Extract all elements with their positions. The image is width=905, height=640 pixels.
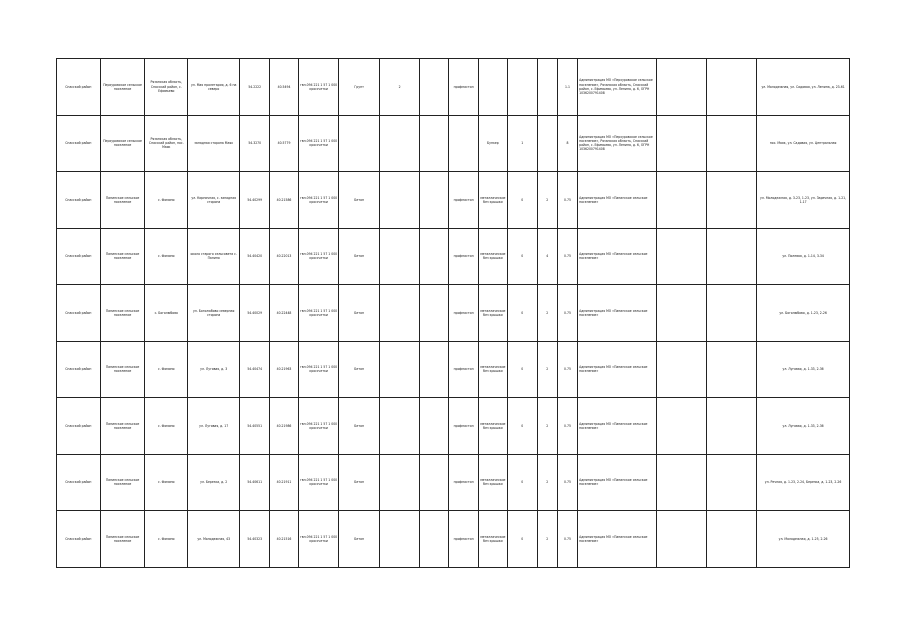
table-cell: 0.75: [557, 511, 577, 568]
registry-table: [56, 58, 850, 568]
table-cell: [656, 285, 706, 342]
table-cell: западная сторона Маяк: [188, 115, 240, 172]
table-row: [57, 511, 850, 568]
table-cell: профнастил: [449, 172, 479, 229]
table-cell: Администрация МО «Перхуровское сельское поселение», Рязанская область, Спасский район, с. Ефимьево, ул. Ленина, д. 6, ОГРН 1036200791408: [578, 115, 657, 172]
table-cell: 2: [537, 454, 557, 511]
table-cell: с. Фомино: [145, 398, 188, 455]
table-cell: [656, 115, 706, 172]
table-cell: металлические без крышки: [479, 398, 508, 455]
table-cell: с. Фомино: [145, 228, 188, 285]
table-cell: [420, 454, 449, 511]
table-cell: ул. Луговая, д. 1-33, 2-36: [757, 398, 850, 455]
table-cell: металлические без крышки: [479, 172, 508, 229]
table-cell: [479, 59, 508, 116]
table-cell: гвн.094 221 1 57 1 000 кроссчетки: [298, 59, 339, 116]
table-row: [57, 172, 850, 229]
table-cell: Бетон: [339, 228, 380, 285]
table-cell: 0.75: [557, 454, 577, 511]
table-cell: ул. Молодежная, 43: [188, 511, 240, 568]
table-cell: [707, 398, 757, 455]
table-row: [57, 398, 850, 455]
table-cell: 0: [507, 285, 537, 342]
table-cell: с. Фомино: [145, 511, 188, 568]
table-cell: ул. Боголюбово северная сторона: [188, 285, 240, 342]
table-cell: 0.75: [557, 341, 577, 398]
table-cell: Грунт: [339, 59, 380, 116]
table-cell: [379, 511, 420, 568]
table-cell: Рязанская область, Спасский район, с. Ефимьево: [145, 59, 188, 116]
table-cell: 2: [537, 398, 557, 455]
table-cell: [420, 285, 449, 342]
table-cell: профнастил: [449, 454, 479, 511]
table-cell: [707, 172, 757, 229]
table-cell: [707, 59, 757, 116]
table-cell: 4: [537, 228, 557, 285]
table-cell: 40.22013: [270, 228, 299, 285]
table-cell: 0: [507, 172, 537, 229]
table-cell: Панинское сельское поселение: [100, 511, 145, 568]
table-cell: около старого сельсовета с. Панино: [188, 228, 240, 285]
table-cell: Бетон: [339, 454, 380, 511]
table-cell: Спасский район: [57, 59, 101, 116]
table-cell: [420, 115, 449, 172]
table-cell: [420, 341, 449, 398]
table-cell: 2: [537, 341, 557, 398]
table-cell: гвн.094 221 1 57 1 000 кроссчетки: [298, 115, 339, 172]
table-cell: металлические без крышки: [479, 454, 508, 511]
table-cell: 54.2222: [240, 59, 270, 116]
table-cell: ул. Боголюбово, д. 1-23, 2-26: [757, 285, 850, 342]
table-cell: Администрация МО «Панинское сельское поселение»: [578, 285, 657, 342]
table-cell: 0: [507, 398, 537, 455]
table-cell: гвн.094 221 1 57 1 000 кроссчетки: [298, 398, 339, 455]
table-cell: ул. Луговая, д. 3: [188, 341, 240, 398]
table-cell: [379, 115, 420, 172]
table-cell: 54.40323: [240, 511, 270, 568]
table-cell: Администрация МО «Панинское сельское поселение»: [578, 454, 657, 511]
table-cell: 0.75: [557, 172, 577, 229]
table-cell: 1: [507, 115, 537, 172]
table-cell: Администрация МО «Панинское сельское поселение»: [578, 172, 657, 229]
table-cell: [537, 59, 557, 116]
table-cell: 54.3270: [240, 115, 270, 172]
table-cell: 40.21986: [270, 398, 299, 455]
table-cell: Панинское сельское поселение: [100, 454, 145, 511]
table-cell: пос. Маяк, ул. Садовая, ул. Центральная: [757, 115, 850, 172]
table-cell: [656, 511, 706, 568]
table-cell: Спасский район: [57, 341, 101, 398]
table-cell: металлические без крышки: [479, 341, 508, 398]
table-row: [57, 115, 850, 172]
table-row: [57, 454, 850, 511]
table-cell: [656, 454, 706, 511]
table-cell: 0.75: [557, 398, 577, 455]
table-cell: Спасский район: [57, 454, 101, 511]
table-cell: [656, 59, 706, 116]
table-cell: 54.40551: [240, 398, 270, 455]
table-cell: ул. Речная, д. 1-23, 2-24, Березка, д. 1-23, 2-26: [757, 454, 850, 511]
table-cell: 40.21516: [270, 511, 299, 568]
table-cell: профнастил: [449, 398, 479, 455]
table-cell: профнастил: [449, 285, 479, 342]
table-cell: ул. Мая пролетария, д. 6 на северо: [188, 59, 240, 116]
table-body: [57, 59, 850, 568]
table-cell: 1.1: [557, 59, 577, 116]
table-cell: с. Фомино: [145, 454, 188, 511]
table-cell: Бетон: [339, 511, 380, 568]
table-cell: [507, 59, 537, 116]
table-cell: профнастил: [449, 511, 479, 568]
table-cell: металлические без крышки: [479, 511, 508, 568]
table-cell: металлические без крышки: [479, 228, 508, 285]
table-cell: Спасский район: [57, 115, 101, 172]
table-cell: Администрация МО «Панинское сельское поселение»: [578, 398, 657, 455]
table-cell: с. Фомино: [145, 341, 188, 398]
table-cell: [707, 285, 757, 342]
table-cell: 8: [557, 115, 577, 172]
table-cell: с. Боголюбово: [145, 285, 188, 342]
table-cell: 40.5779: [270, 115, 299, 172]
table-cell: Рязанская область, Спасский район, пос. Маяк: [145, 115, 188, 172]
table-row: [57, 59, 850, 116]
table-cell: [379, 341, 420, 398]
table-cell: Бетон: [339, 172, 380, 229]
table-cell: гвн.094 221 1 57 1 000 кроссчетки: [298, 341, 339, 398]
table-cell: ул. Молодежная, д. 1-25, 2-26: [757, 511, 850, 568]
table-cell: Спасский район: [57, 285, 101, 342]
table-cell: с. Фомино: [145, 172, 188, 229]
table-cell: 54.40611: [240, 454, 270, 511]
table-cell: Спасский район: [57, 398, 101, 455]
table-cell: гвн.094 221 1 57 1 000 кроссчетки: [298, 511, 339, 568]
table-cell: [656, 398, 706, 455]
table-cell: гвн.094 221 1 57 1 000 кроссчетки: [298, 172, 339, 229]
table-cell: Бетон: [339, 341, 380, 398]
table-cell: 40.21911: [270, 454, 299, 511]
table-cell: Панинское сельское поселение: [100, 285, 145, 342]
table-cell: Бункер: [479, 115, 508, 172]
table-cell: [339, 115, 380, 172]
table-cell: ул. Молодежная, ул. Садовая, ул. Ленина, д. 23-61: [757, 59, 850, 116]
table-cell: 0.75: [557, 285, 577, 342]
table-cell: [420, 398, 449, 455]
table-cell: [707, 115, 757, 172]
table-cell: Панинское сельское поселение: [100, 172, 145, 229]
table-cell: гвн.094 221 1 57 1 000 кроссчетки: [298, 454, 339, 511]
table-cell: Администрация МО «Панинское сельское поселение»: [578, 341, 657, 398]
table-cell: ул. Луговая, д. 1-33, 2-36: [757, 341, 850, 398]
table-cell: 40.21586: [270, 172, 299, 229]
table-cell: гвн.094 221 1 57 1 000 кроссчетки: [298, 228, 339, 285]
table-cell: 0: [507, 228, 537, 285]
table-cell: Администрация МО «Панинское сельское поселение»: [578, 228, 657, 285]
table-cell: ул. Кирпичная, с. западная сторона: [188, 172, 240, 229]
table-cell: Перхуровское сельское поселение: [100, 115, 145, 172]
table-cell: гвн.094 221 1 57 1 000 кроссчетки: [298, 285, 339, 342]
table-cell: Спасский район: [57, 228, 101, 285]
table-cell: [656, 228, 706, 285]
table-cell: ул. Березка, д. 2: [188, 454, 240, 511]
table-cell: [379, 285, 420, 342]
table-cell: профнастил: [449, 228, 479, 285]
table-cell: [707, 228, 757, 285]
table-cell: Спасский район: [57, 511, 101, 568]
table-cell: [420, 228, 449, 285]
table-cell: [379, 228, 420, 285]
table-cell: [656, 172, 706, 229]
table-cell: Бетон: [339, 398, 380, 455]
table-cell: Панинское сельское поселение: [100, 398, 145, 455]
table-cell: профнастил: [449, 59, 479, 116]
table-cell: [379, 454, 420, 511]
table-cell: Панинское сельское поселение: [100, 228, 145, 285]
table-cell: профнастил: [449, 341, 479, 398]
table-cell: 0: [507, 454, 537, 511]
table-cell: [707, 341, 757, 398]
table-cell: [656, 341, 706, 398]
table-cell: 40.5494: [270, 59, 299, 116]
table-cell: 54.40029: [240, 285, 270, 342]
table-cell: ул. Молодежная, д. 3-23, 1-23, ул. Заречная, д. 1-21, 1-17: [757, 172, 850, 229]
table-cell: [379, 398, 420, 455]
table-cell: 54.40420: [240, 228, 270, 285]
table-row: [57, 228, 850, 285]
table-cell: 0: [507, 341, 537, 398]
table-row: [57, 285, 850, 342]
table-cell: 2: [379, 59, 420, 116]
table-row: [57, 341, 850, 398]
table-cell: 54.40299: [240, 172, 270, 229]
table-cell: 54.40474: [240, 341, 270, 398]
table-cell: Панинское сельское поселение: [100, 341, 145, 398]
table-cell: Бетон: [339, 285, 380, 342]
table-cell: Перхуровское сельское поселение: [100, 59, 145, 116]
table-cell: 40.21963: [270, 341, 299, 398]
table-cell: [707, 511, 757, 568]
table-cell: ул. Полевая, д. 1-14, 3-34: [757, 228, 850, 285]
table-cell: [537, 115, 557, 172]
table-cell: [420, 172, 449, 229]
table-cell: 2: [537, 285, 557, 342]
table-cell: ул. Луговая, д. 17: [188, 398, 240, 455]
table-cell: [420, 59, 449, 116]
table-cell: 2: [537, 172, 557, 229]
table-cell: 2: [537, 511, 557, 568]
table-cell: Администрация МО «Панинское сельское поселение»: [578, 511, 657, 568]
table-cell: Спасский район: [57, 172, 101, 229]
table-cell: 0.75: [557, 228, 577, 285]
table-cell: Администрация МО «Перхуровское сельское поселение», Рязанская область, Спасский район, с. Ефимьево, ул. Ленина, д. 6, ОГРН 1036200791408: [578, 59, 657, 116]
table-cell: металлические без крышки: [479, 285, 508, 342]
table-cell: [707, 454, 757, 511]
table-cell: 0: [507, 511, 537, 568]
table-cell: [379, 172, 420, 229]
table-cell: 40.22448: [270, 285, 299, 342]
table-cell: [449, 115, 479, 172]
table-cell: [420, 511, 449, 568]
